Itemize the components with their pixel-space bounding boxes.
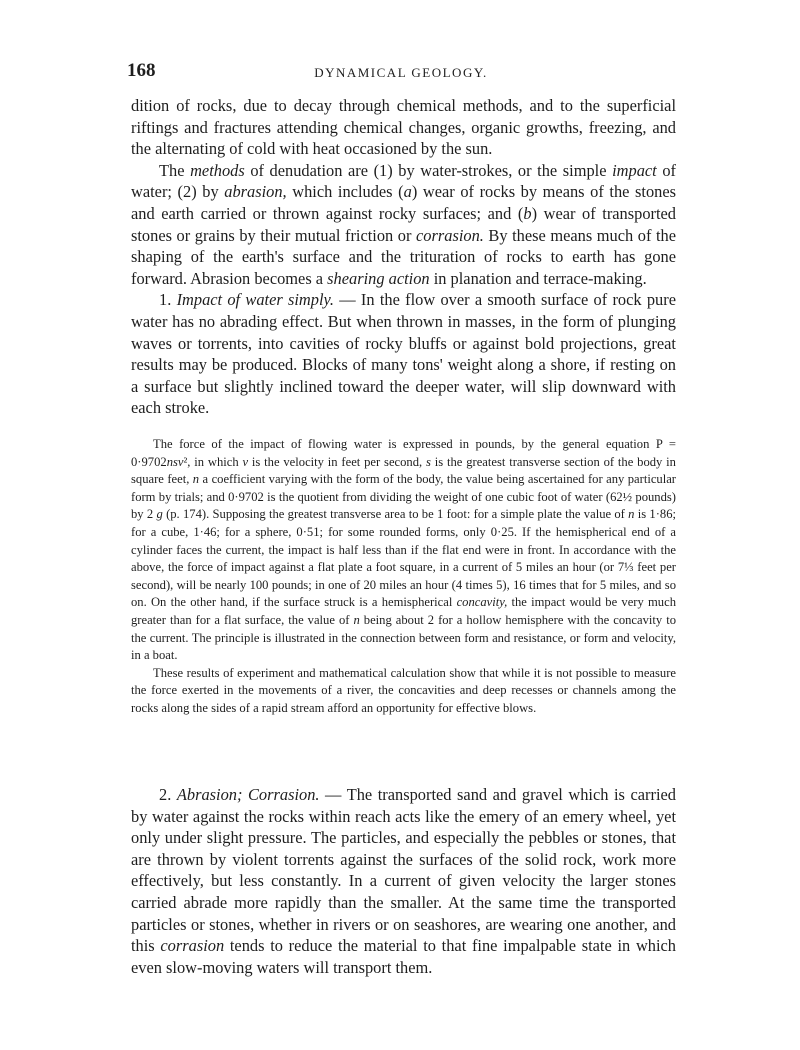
text-run: the impact would be very much greater than for a flat surface, the value of [131,595,676,627]
small-print-note [131,436,676,718]
page-header [127,60,675,84]
emphasis-shearing-action: shearing action [327,268,430,288]
text-run: which includes ( [286,182,404,202]
emphasis-n: n [192,472,200,487]
text-run: of denudation are (1) by water-strokes, or the simple [244,160,613,180]
emphasis-a: a [403,182,412,202]
paragraph-impact-of-water [131,289,676,419]
page-number: 168 [127,60,156,81]
section-heading-impact: Impact of water simply. [176,290,334,310]
section-number: 1. [159,290,177,310]
emphasis-b: b [523,203,532,223]
emphasis-abrasion: abrasion, [224,182,287,202]
text-run: ², in which [183,454,243,469]
paragraph-abrasion-corrasion [131,784,676,978]
emphasis-corrasion: corrasion. [416,225,484,245]
text-run: being about 2 for a hollow hemisphere with the concavity to the current. The principle is illustrated in the connection between form and resistance, or form and velocity, in a boat. [131,612,676,663]
text-run: The [159,160,191,180]
running-title: DYNAMICAL GEOLOGY. [314,65,488,80]
paragraph-continuation: dition of rocks, due to decay through chemical methods, and to the superficial riftings and fractures attending chemical changes, organic growths, freezing, and the alternating of cold with heat occasioned by the sun. [131,96,676,159]
emphasis-corrasion: corrasion [160,936,225,956]
emphasis-s: s [426,454,431,469]
main-text-top [131,95,676,419]
text-run: (p. 174). Supposing the greatest transverse area to be 1 foot: for a simple plate the value of [162,507,629,522]
emphasis-nsv: nsv [166,454,184,469]
emphasis-methods: methods [190,160,245,180]
main-text-bottom [131,784,676,978]
text-run: is the greatest transverse section of the body in square feet, [131,454,676,487]
paragraph-methods-of-denudation [131,160,676,290]
section-heading-abrasion: Abrasion; Corrasion. [176,785,320,804]
text-run: ) wear of transported stones or grains by their mutual friction or [131,203,676,245]
text-run: By these means much of the shaping of the earth's surface and the trituration of rocks to earth has gone forward. Abrasion becomes a [131,225,676,288]
text-run: in planation and terrace-making. [429,268,647,288]
emphasis-concavity: concavity, [456,595,508,610]
emphasis-n: n [628,507,635,522]
emphasis-n: n [353,612,360,627]
text-run: is the velocity in feet per second, [248,454,427,469]
text-run: of water; (2) by [131,160,676,202]
section-number: 2. [159,785,177,804]
emphasis-v: v [242,454,249,469]
note-paragraph-river-force: These results of experiment and mathematical calculation show that while it is not possible to measure the force exerted in the movements of a river, the concavities and deep recesses or channels among the rocks along the sides of a rapid stream afford an opportunity for effective blows. [131,665,676,715]
text-run: — The transported sand and gravel which is carried by water against the rocks within reach acts like the emery of an emery wheel, yet only under slight pressure. The particles, and especially the pebbles or stones, that are thrown by violent torrents against the surfaces of the solid rock, work more effectively, but less constantly. In a current of given velocity the larger stones carried abrade more rapidly than the smaller. At the same time the transported particles or stones, whether in rivers or on seashores, are wearing one another, and this [131,785,676,956]
text-run: — In the flow over a smooth surface of rock pure water has no abrading effect. But when thrown in masses, in the form of plunging waves or torrents, into cavities of rocky bluffs or against bold projections, great results may be produced. Blocks of many tons' weight along a shore, if resting on a surface but slightly inclined toward the deeper water, will slip downward with each stroke. [131,290,676,418]
emphasis-impact: impact [612,160,657,180]
note-paragraph-impact-force [131,436,676,665]
text-run: is 1·86; for a cube, 1·46; for a sphere, 0·51; for some rounded forms, only 0·25. If the hemispherical end of a cylinder faces the current, the impact is half less than if the flat end were in front. In accordance with the above, the force of impact against a flat plate a foot square, in a current of 5 miles an hour (or 7⅓ feet per second), will be nearly 100 pounds; in one of 20 miles an hour (4 times 5), 16 times that for 5 miles, and so on. On the other hand, if the surface struck is a hemispherical [131,507,677,610]
text-run: a coefficient varying with the form of the body, the value being ascertained for any particular form by trials; and 0·9702 is the quotient from dividing the weight of one cubic foot of water (62½ pounds) by 2 [131,472,676,522]
text-run: The force of the impact of flowing water is expressed in pounds, by the general equation P = 0·9702 [131,437,676,469]
text-run: ) wear of rocks by means of the stones and earth carried or thrown against rocky surfaces; and ( [131,182,676,223]
emphasis-g: g [156,507,163,522]
text-run: tends to reduce the material to that fine impalpable state in which even slow-moving waters will transport them. [131,936,676,977]
